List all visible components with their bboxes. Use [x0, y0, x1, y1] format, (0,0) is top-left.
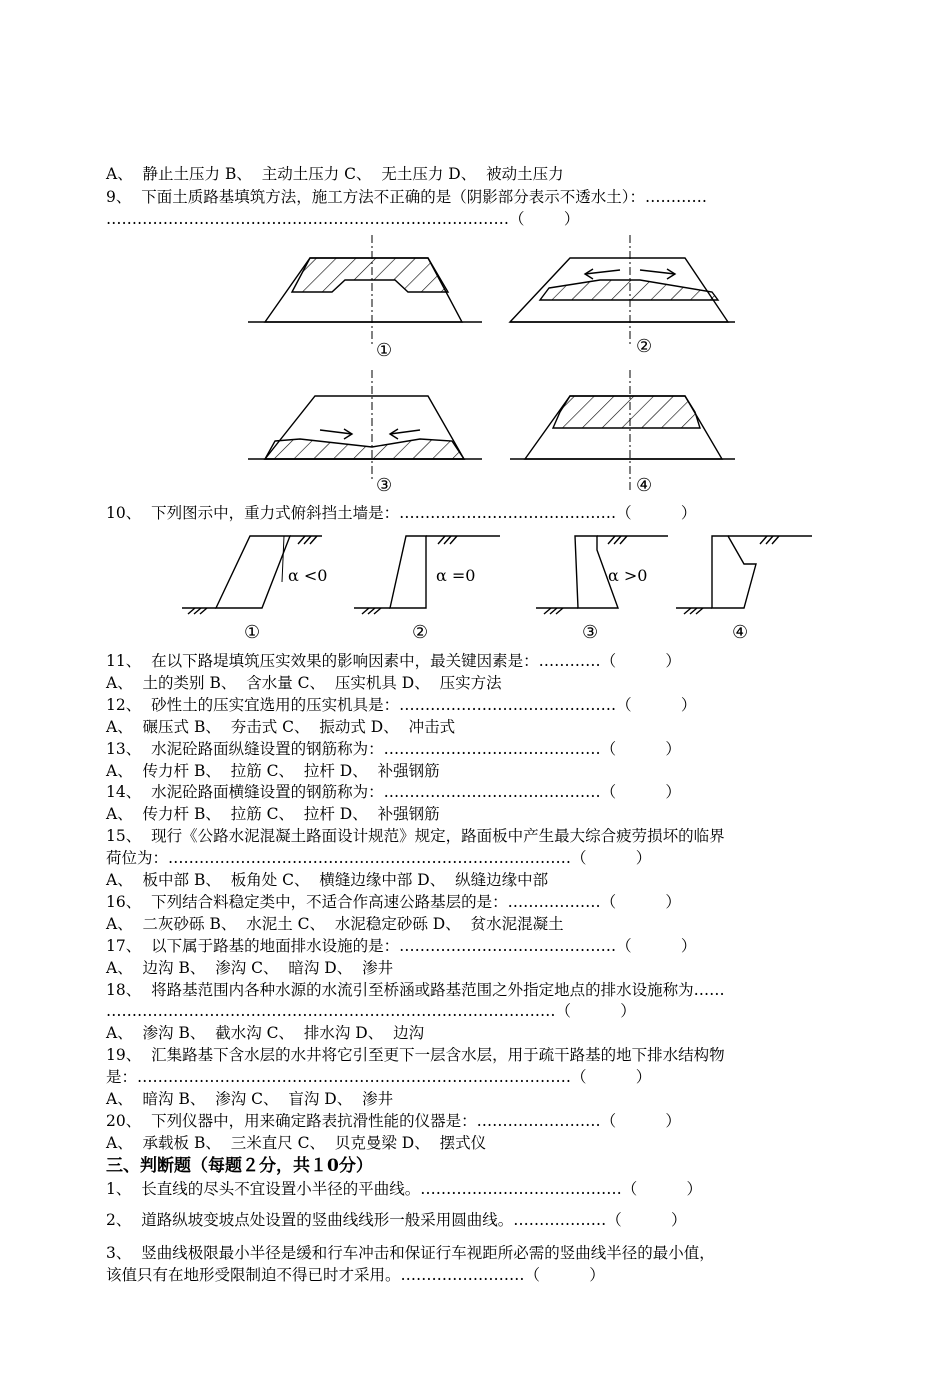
fig10-angle-3: α >0 — [608, 566, 648, 585]
q15-options: A、 板中部 B、 板角处 C、 横缝边缘中部 D、 纵缝边缘中部 — [106, 871, 549, 889]
fig9-label-4: ④ — [636, 475, 653, 496]
q18-options: A、 渗沟 B、 截水沟 C、 排水沟 D、 边沟 — [106, 1024, 425, 1042]
judge-3-cont: 该值只有在地形受限制迫不得已时才采用。……………………（ ） — [106, 1266, 605, 1284]
q13-stem: 13、 水泥砼路面纵缝设置的钢筋称为：……………………………………（ ） — [106, 740, 681, 758]
section-title-judgement: 三、判断题（每题２分，共１0分） — [106, 1156, 373, 1176]
q15-stem: 15、 现行《公路水泥混凝土路面设计规范》规定，路面板中产生最大综合疲劳损坏的临界 — [106, 827, 725, 845]
q9-answer-line: ……………………………………………………………………（ ） — [106, 210, 580, 228]
q8-options: A、 静止土压力 B、 主动土压力 C、 无土压力 D、 被动土压力 — [106, 165, 564, 183]
q17-stem: 17、 以下属于路基的地面排水设施的是：……………………………………（ ） — [106, 937, 697, 955]
q11-options: A、 土的类别 B、 含水量 C、 压实机具 D、 压实方法 — [106, 674, 502, 692]
fig10-angle-2: α =0 — [436, 566, 476, 585]
q20-options: A、 承载板 B、 三米直尺 C、 贝克曼梁 D、 摆式仪 — [106, 1134, 487, 1152]
q18-stem-cont: ……………………………………………………………………………（ ） — [106, 1002, 636, 1020]
q11-stem: 11、 在以下路堤填筑压实效果的影响因素中，最关键因素是：…………（ ） — [106, 652, 681, 670]
q12-stem: 12、 砂性土的压实宜选用的压实机具是：……………………………………（ ） — [106, 696, 697, 714]
q19-stem-cont: 是：…………………………………………………………………………（ ） — [106, 1068, 652, 1086]
judge-1: 1、 长直线的尽头不宜设置小半径的平曲线。…………………………………（ ） — [106, 1180, 702, 1198]
q12-options: A、 碾压式 B、 夯击式 C、 振动式 D、 冲击式 — [106, 718, 456, 736]
q13-options: A、 传力杆 B、 拉筋 C、 拉杆 D、 补强钢筋 — [106, 762, 440, 780]
q18-stem: 18、 将路基范围内各种水源的水流引至桥涵或路基范围之外指定地点的排水设施称为…… — [106, 981, 725, 999]
fig10-label-2: ② — [412, 622, 429, 643]
q15-stem-cont: 荷位为：……………………………………………………………………（ ） — [106, 849, 652, 867]
fig9-label-3: ③ — [376, 475, 393, 496]
fig10-wall-3 — [536, 536, 668, 614]
q10-stem: 10、 下列图示中，重力式俯斜挡土墙是：……………………………………（ ） — [106, 504, 697, 522]
q20-stem: 20、 下列仪器中，用来确定路表抗滑性能的仪器是：……………………（ ） — [106, 1112, 681, 1130]
q16-options: A、 二灰砂砾 B、 水泥土 C、 水泥稳定砂砾 D、 贫水泥混凝土 — [106, 915, 564, 933]
judge-2: 2、 道路纵坡变坡点处设置的竖曲线线形一般采用圆曲线。………………（ ） — [106, 1211, 687, 1229]
q9-stem: 9、 下面土质路基填筑方法，施工方法不正确的是（阴影部分表示不透水土）：………… — [106, 188, 707, 206]
fig9-label-1: ① — [376, 340, 393, 361]
fig10-label-3: ③ — [582, 622, 599, 643]
q17-options: A、 边沟 B、 渗沟 C、 暗沟 D、 渗井 — [106, 959, 394, 977]
fig9-label-2: ② — [636, 336, 653, 357]
fig10-label-4: ④ — [732, 622, 749, 643]
q19-stem: 19、 汇集路基下含水层的水井将它引至更下一层含水层，用于疏干路基的地下排水结构物 — [106, 1046, 725, 1064]
q16-stem: 16、 下列结合料稳定类中，不适合作高速公路基层的是：………………（ ） — [106, 893, 681, 911]
q14-options: A、 传力杆 B、 拉筋 C、 拉杆 D、 补强钢筋 — [106, 805, 440, 823]
judge-3: 3、 竖曲线极限最小半径是缓和行车冲击和保证行车视距所必需的竖曲线半径的最小值， — [106, 1244, 715, 1262]
fig10-label-1: ① — [244, 622, 261, 643]
fig10-wall-2 — [354, 536, 500, 614]
fig10-wall-4 — [676, 536, 812, 614]
fig10-angle-1: α <0 — [288, 566, 328, 585]
q14-stem: 14、 水泥砼路面横缝设置的钢筋称为：……………………………………（ ） — [106, 783, 681, 801]
q19-options: A、 暗沟 B、 渗沟 C、 盲沟 D、 渗井 — [106, 1090, 394, 1108]
